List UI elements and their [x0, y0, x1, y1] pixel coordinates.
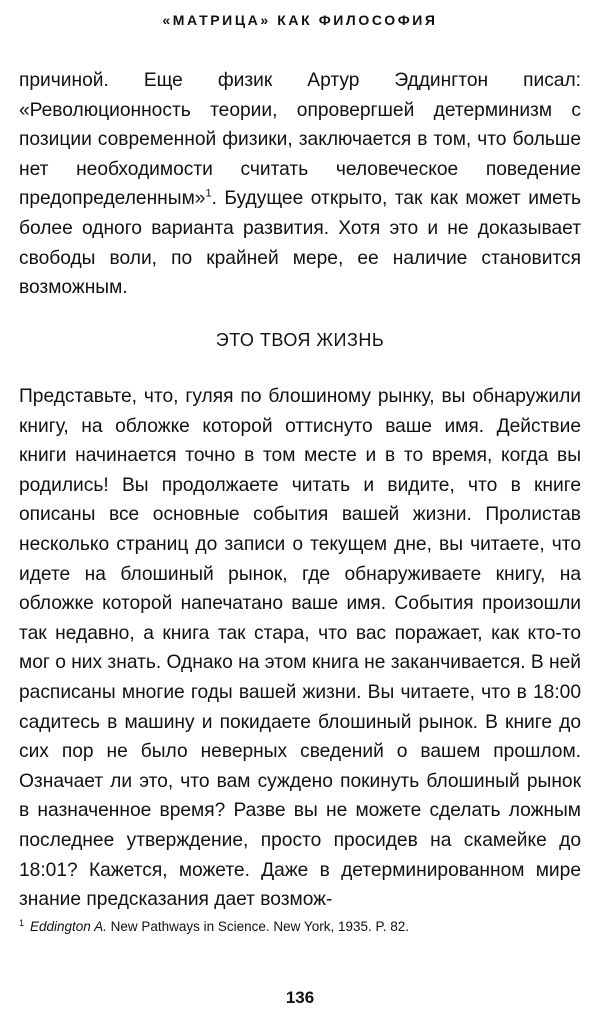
footnote-author: Eddington A.: [30, 919, 107, 934]
body-paragraph-2: Представьте, что, гуляя по блошиному рынку, вы обнаружили книгу, на обложке которой оттиснуто ваше имя. Действие книги начинается точно в том месте и в то время, когда вы родились! Вы продолжаете читать и видите, что в книге описаны все основные события вашей жизни. Пролистав несколько страниц до записи о текущем дне, вы читаете, что идете на блошиный рынок, где обнаруживаете книгу, на обложке которой напечатано ваше имя. События произошли так недавно, а книга так стара, что вас поражает, как кто-то мог о них знать. Однако на этом книга не заканчивается. В ней расписаны многие годы вашей жизни. Вы читаете, что в 18:00 садитесь в машину и покидаете блошиный рынок. В книге до сих пор не было неверных сведений о вашем прошлом. Означает ли это, что вам суждено покинуть блошиный рынок в назначенное время? Разве вы не можете сделать ложным последнее утверждение, просто просидев на скамейке до 18:01? Кажется, можете. Даже в детерминированном мире знание предсказания дает возмож-: [19, 386, 582, 911]
footnote: [19, 918, 581, 936]
footnote-reference[interactable]: 1: [205, 187, 212, 200]
footnote-citation: New Pathways in Science. New York, 1935. P. 82.: [110, 919, 410, 934]
body-paragraph-1: [19, 66, 581, 303]
paragraph-1-text-a: причиной. Еще физик Артур Эддингтон писал: «Революционность теории, опровергшей детерминизм с позиции современной физики, заключается в том, что больше нет необходимости считать человеческое поведение предопределенным»: [19, 70, 581, 210]
paragraph-1-text-b: . Будущее открыто, так как может иметь более одного варианта развития. Хотя это и не доказывает свободы воли, по крайней мере, ее наличие становится возможным.: [19, 188, 581, 299]
running-head: «МАТРИЦА» КАК ФИЛОСОФИЯ: [162, 12, 438, 28]
page-number: 136: [285, 988, 315, 1007]
section-heading: ЭТО ТВОЯ ЖИЗНЬ: [215, 330, 385, 350]
footnote-mark: 1: [19, 917, 25, 928]
